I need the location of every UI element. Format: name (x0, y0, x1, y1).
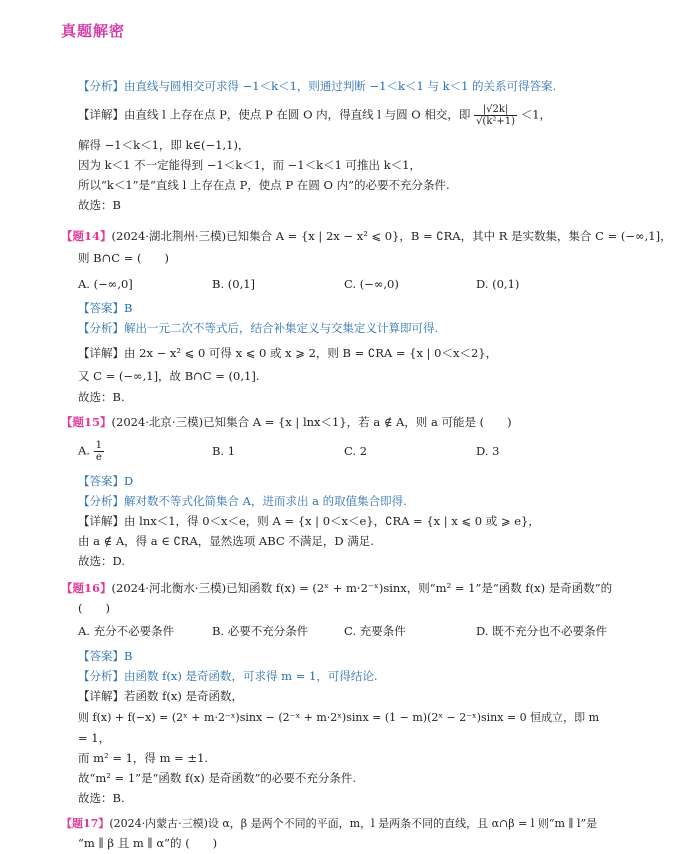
q14-option-a: A. (−∞,0] (78, 277, 133, 291)
analysis-16: 【分析】由函数 f(x) 是奇函数，可求得 m = 1，可得结论. (78, 669, 378, 683)
q16-option-d: D. 既不充分也不必要条件 (476, 624, 608, 638)
detail-14-line2: 又 C = (−∞,1]，故 B∩C = (0,1]. (78, 369, 260, 383)
question-17-line2: “m ∥ β 且 m ∥ α”的 ( ) (78, 836, 218, 850)
choice-15: 故选：D. (78, 554, 125, 568)
detail-15-line2: 由 a ∉ A，得 a ∈ ∁RA，显然选项 ABC 不满足，D 满足. (78, 534, 374, 548)
analysis-q13: 【分析】由直线与圆相交可求得 −1＜k＜1，则通过判断 −1＜k＜1 与 k＜1 的关系可得答案. (78, 79, 557, 93)
q16-option-c: C. 充要条件 (344, 624, 406, 638)
q14-option-b: B. (0,1] (212, 277, 256, 291)
q14-option-c: C. (−∞,0) (344, 277, 399, 291)
question-17: 【题17】(2024·内蒙古·三模)设 α，β 是两个不同的平面，m，l 是两条不同的直线，且 α∩β = l 则“m ∥ l”是 (61, 817, 598, 830)
q15-option-d: D. 3 (476, 444, 500, 458)
answer-15: 【答案】D (78, 474, 134, 488)
detail-16-line2: 则 f(x) + f(−x) = (2ˣ + m·2⁻ˣ)sinx − (2⁻ˣ + m·2ˣ)sinx = (1 − m)(2ˣ − 2⁻ˣ)sinx = 0 恒成立，即 m (78, 711, 600, 724)
question-14-line2: 则 B∩C = ( ) (78, 251, 169, 265)
detail-16-line4: 而 m² = 1，得 m = ±1. (78, 751, 209, 765)
detail-q13-line4: 所以“k＜1”是“直线 l 上存在点 P，使点 P 在圆 O 内”的必要不充分条件. (78, 178, 450, 192)
detail-14-line1: 【详解】由 2x − x² ⩽ 0 可得 x ⩽ 0 或 x ⩾ 2，则 B = ∁RA = {x | 0＜x＜2}， (78, 346, 498, 360)
fraction-q13: $\frac{|√2k|}{\text{√(k²+1)}}$ (476, 104, 516, 127)
analysis-14: 【分析】解出一元二次不等式后，结合补集定义与交集定义计算即可得. (78, 321, 439, 335)
q16-option-b: B. 必要不充分条件 (212, 624, 309, 638)
detail-16-line5: 故“m² = 1”是“函数 f(x) 是奇函数”的必要不充分条件. (78, 771, 356, 785)
detail-16-line1: 【详解】若函数 f(x) 是奇函数， (78, 689, 244, 703)
answer-14: 【答案】B (78, 301, 133, 315)
choice-q13: 故选：B (78, 198, 121, 212)
question-16: 【题16】(2024·河北衡水·三模)已知函数 f(x) = (2ˣ + m·2⁻ˣ)sinx，则“m² = 1”是“函数 f(x) 是奇函数”的 (61, 581, 613, 595)
answer-16: 【答案】B (78, 649, 133, 663)
question-14: 【题14】(2024·湖北荆州·三模)已知集合 A = {x | 2x − x² ⩽ 0}，B = ∁RA，其中 R 是实数集，集合 C = (−∞,1]， (61, 229, 672, 243)
detail-15-line1: 【详解】由 lnx＜1，得 0＜x＜e，则 A = {x | 0＜x＜e}，∁RA = {x | x ⩽ 0 或 ⩾ e}， (78, 514, 540, 528)
choice-16: 故选：B. (78, 791, 125, 805)
detail-q13-line2: 解得 −1＜k＜1，即 k∈(−1,1)， (78, 138, 250, 152)
q15-option-a: A. $\frac{1}{e}$ (78, 440, 102, 463)
question-15: 【题15】(2024·北京·三模)已知集合 A = {x | lnx＜1}，若 a ∉ A，则 a 可能是 ( ) (61, 415, 512, 429)
detail-16-line3: = 1， (78, 731, 111, 745)
choice-14: 故选：B. (78, 390, 125, 404)
q15-option-c: C. 2 (344, 444, 368, 458)
detail-q13-line1: 【详解】由直线 l 上存在点 P，使点 P 在圆 O 内，得直线 l 与圆 O 相交，即 $\frac{|√2k|}{\text{√(k²+1)}}$ ＜1， (78, 104, 552, 127)
q16-option-a: A. 充分不必要条件 (78, 624, 175, 638)
analysis-15: 【分析】解对数不等式化简集合 A，进而求出 a 的取值集合即得. (78, 494, 407, 508)
q15-option-b: B. 1 (212, 444, 236, 458)
question-16-line2: ( ) (78, 601, 110, 615)
q14-option-d: D. (0,1) (476, 277, 520, 291)
q15-fraction: $\frac{1}{e}$ (95, 440, 102, 463)
detail-q13-line3: 因为 k＜1 不一定能得到 −1＜k＜1，而 −1＜k＜1 可推出 k＜1， (78, 158, 421, 172)
page-header: 真题解密 (61, 22, 126, 40)
